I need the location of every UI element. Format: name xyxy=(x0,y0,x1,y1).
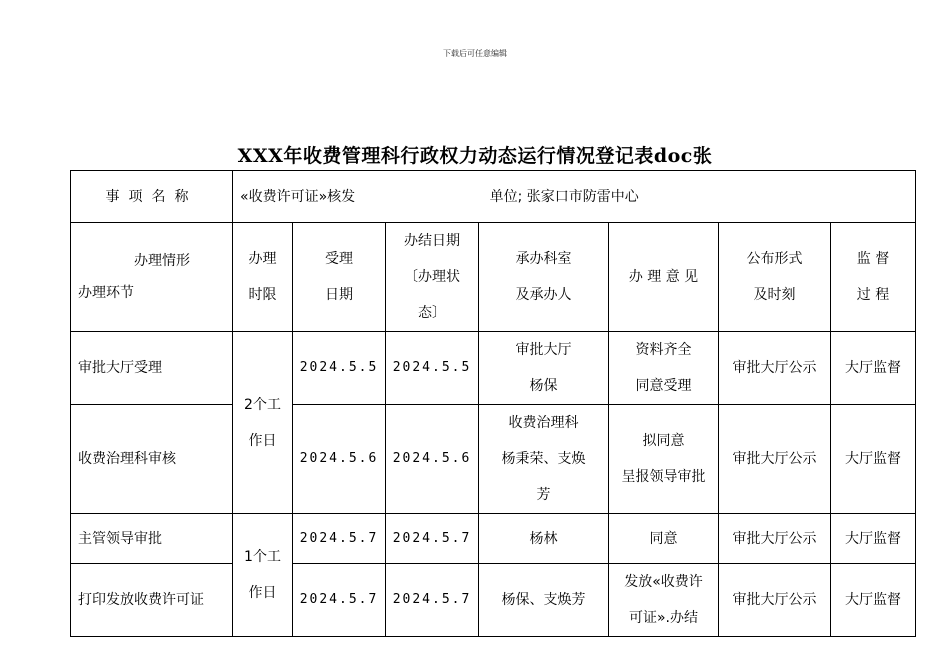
dept-cell: 收费治理科 杨秉荣、支焕 芳 xyxy=(479,405,609,514)
header-supervision: 监 督 过 程 xyxy=(831,223,916,332)
column-header-row xyxy=(71,223,916,332)
finish-date-cell: 2024.5.5 xyxy=(386,332,479,405)
finish-date-cell: 2024.5.6 xyxy=(386,405,479,514)
header-note: 下载后可任意编辑 xyxy=(443,49,507,58)
finish-date-cell: 2024.5.7 xyxy=(386,564,479,637)
dept-cell: 审批大厅 杨保 xyxy=(479,332,609,405)
accept-date-cell: 2024.5.5 xyxy=(293,332,386,405)
publicity-cell: 审批大厅公示 xyxy=(719,514,831,564)
unit-label: 单位; 张家口市防雷中心 xyxy=(489,188,639,205)
opinion-cell: 同意 xyxy=(609,514,719,564)
supervision-cell: 大厅监督 xyxy=(831,332,916,405)
step-cell: 打印发放收费许可证 xyxy=(71,564,233,637)
table-row xyxy=(71,564,916,637)
header-dept: 承办科室 及承办人 xyxy=(479,223,609,332)
item-name-value: «收费许可证»核发 xyxy=(240,188,356,205)
item-name-value-cell xyxy=(233,171,916,223)
table-row xyxy=(71,405,916,514)
diag-bottom-label: 办理环节 xyxy=(78,285,134,301)
opinion-cell: 资料齐全 同意受理 xyxy=(609,332,719,405)
diag-top-label: 办理情形 xyxy=(134,253,190,269)
step-cell: 主管领导审批 xyxy=(71,514,233,564)
header-opinion: 办 理 意 见 xyxy=(609,223,719,332)
publicity-cell: 审批大厅公示 xyxy=(719,332,831,405)
supervision-cell: 大厅监督 xyxy=(831,564,916,637)
diagonal-header xyxy=(71,223,233,332)
time-limit-cell: 1个工 作日 xyxy=(233,514,293,637)
step-cell: 审批大厅受理 xyxy=(71,332,233,405)
finish-date-cell: 2024.5.7 xyxy=(386,514,479,564)
accept-date-cell: 2024.5.7 xyxy=(293,514,386,564)
table-row xyxy=(71,514,916,564)
header-accept-date: 受理 日期 xyxy=(293,223,386,332)
table-row xyxy=(71,332,916,405)
document-title: XXX年收费管理科行政权力动态运行情况登记表doc张 xyxy=(237,145,713,167)
item-name-row xyxy=(71,171,916,223)
item-name-label: 事项名称 xyxy=(71,171,233,223)
time-limit-cell: 2个工 作日 xyxy=(233,332,293,514)
publicity-cell: 审批大厅公示 xyxy=(719,405,831,514)
header-finish-date: 办结日期 〔办理状 态〕 xyxy=(386,223,479,332)
dept-cell: 杨保、支焕芳 xyxy=(479,564,609,637)
accept-date-cell: 2024.5.7 xyxy=(293,564,386,637)
header-publicity: 公布形式 及时刻 xyxy=(719,223,831,332)
supervision-cell: 大厅监督 xyxy=(831,405,916,514)
dept-cell: 杨林 xyxy=(479,514,609,564)
supervision-cell: 大厅监督 xyxy=(831,514,916,564)
step-cell: 收费治理科审核 xyxy=(71,405,233,514)
opinion-cell: 发放«收费许 可证».办结 xyxy=(609,564,719,637)
accept-date-cell: 2024.5.6 xyxy=(293,405,386,514)
header-time-limit: 办理 时限 xyxy=(233,223,293,332)
publicity-cell: 审批大厅公示 xyxy=(719,564,831,637)
opinion-cell: 拟同意 呈报领导审批 xyxy=(609,405,719,514)
registration-table xyxy=(70,170,916,637)
